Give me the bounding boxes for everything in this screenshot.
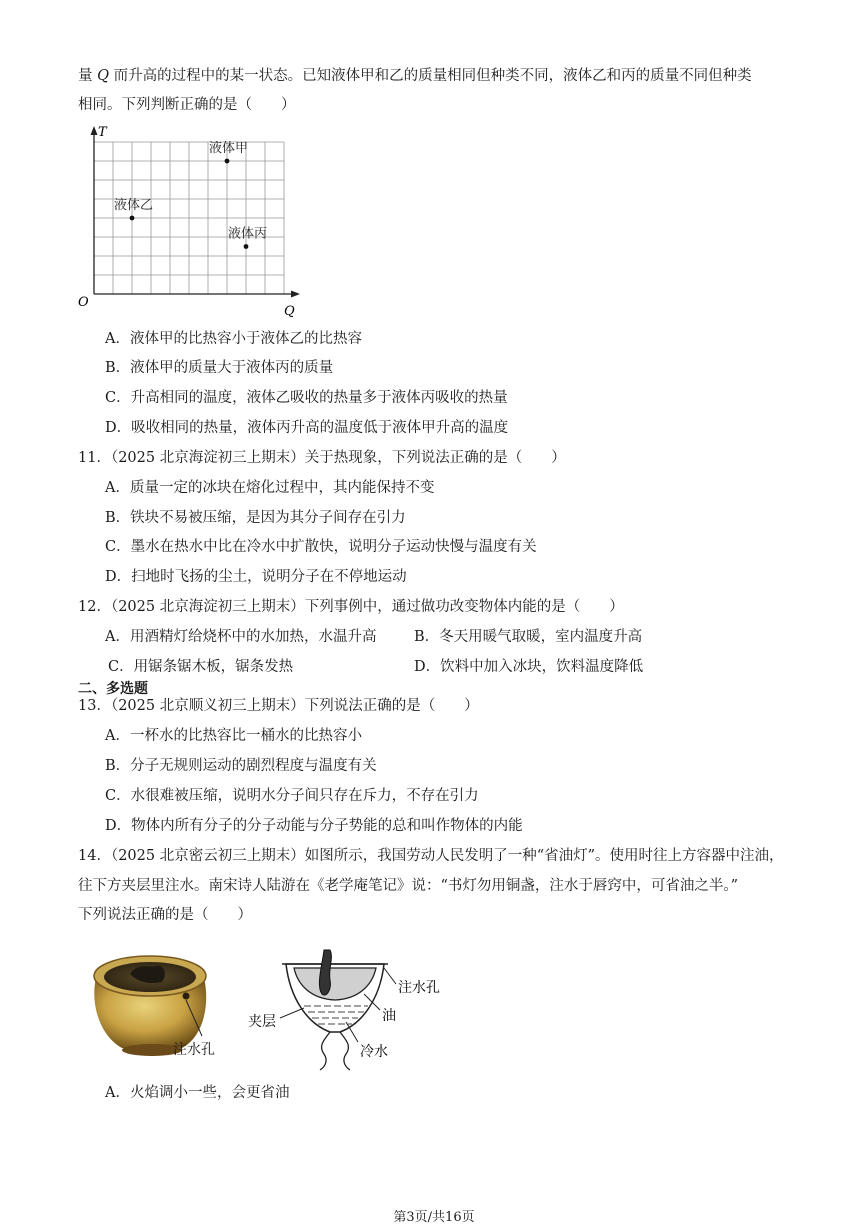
point-marker [130, 216, 135, 221]
q13-option-d: D．物体内所有分子的分子动能与分子势能的总和叫作物体的内能 [105, 818, 523, 834]
q11-option-a: A．质量一定的冰块在熔化过程中，其内能保持不变 [105, 480, 435, 496]
point-label: 液体丙 [228, 226, 268, 242]
q13-option-b: B．分子无规则运动的剧烈程度与温度有关 [105, 758, 377, 774]
hole-pointer [384, 968, 396, 984]
point-marker [244, 244, 249, 249]
stand-left [320, 1032, 330, 1070]
page-footer: 第3页/共16页 [393, 1210, 475, 1225]
q14-stem-line-2: 往下方夹层里注水。南宋诗人陆游在《老学庵笔记》说：“书灯勿用铜盏，注水于唇窍中，可省油之半。” [78, 878, 739, 894]
q12-option-a: A．用酒精灯给烧杯中的水加热，水温升高 [105, 629, 377, 645]
graph-grid [94, 142, 284, 294]
q12-option-c: C．用锯条锯木板，锯条发热 [108, 659, 294, 675]
stand-right [340, 1032, 350, 1070]
variable-q: Q [97, 68, 109, 84]
wick [319, 950, 331, 995]
origin-label: O [78, 295, 89, 310]
intro-line-1 [78, 66, 752, 86]
section-heading: 二、多选题 [78, 681, 148, 697]
q13-stem: 13．（2025 北京顺义初三上期末）下列说法正确的是（ ） [78, 698, 479, 714]
q10-option-c: C．升高相同的温度，液体乙吸收的热量多于液体丙吸收的热量 [105, 390, 508, 406]
oil-pointer [364, 994, 380, 1010]
layer-pointer [280, 1008, 304, 1018]
graph-points [114, 140, 267, 249]
q11-stem: 11．（2025 北京海淀初三上期末）关于热现象，下列说法正确的是（ ） [78, 450, 566, 466]
t-q-graph [72, 122, 312, 322]
q13-option-c: C．水很难被压缩，说明水分子间只存在斥力，不存在引力 [105, 788, 479, 804]
point-label: 液体甲 [209, 141, 249, 156]
y-axis-arrow [91, 126, 98, 135]
x-axis-label: Q [284, 304, 295, 319]
intro-text: 量 [78, 68, 93, 84]
diagram-layer-label: 夹层 [248, 1014, 276, 1030]
intro-text: 而升高的过程中的某一状态。已知液体甲和乙的质量相同但种类不同，液体乙和丙的质量不同但种类 [113, 68, 752, 84]
x-axis-arrow [291, 291, 300, 298]
q11-option-b: B．铁块不易被压缩，是因为其分子间存在引力 [105, 510, 406, 526]
q12-option-b: B．冬天用暖气取暖，室内温度升高 [414, 629, 643, 645]
q11-option-c: C．墨水在热水中比在冷水中扩散快，说明分子运动快慢与温度有关 [105, 539, 537, 555]
intro-line-2: 相同。下列判断正确的是（ ） [78, 97, 296, 113]
y-axis-label: T [98, 125, 107, 140]
diagram-oil-label: 油 [382, 1008, 396, 1024]
q10-option-d: D．吸收相同的热量，液体丙升高的温度低于液体甲升高的温度 [105, 420, 509, 436]
q10-option-b: B．液体甲的质量大于液体丙的质量 [105, 360, 334, 376]
q12-option-d: D．饮料中加入冰块，饮料温度降低 [414, 659, 644, 675]
q13-option-a: A．一杯水的比热容比一桶水的比热容小 [105, 728, 362, 744]
diagram-water-label: 冷水 [360, 1044, 388, 1060]
photo-hole-label: 注水孔 [173, 1042, 215, 1058]
q12-stem: 12．（2025 北京海淀初三上期末）下列事例中，通过做功改变物体内能的是（ ） [78, 599, 624, 615]
q10-option-a: A．液体甲的比热容小于液体乙的比热容 [105, 331, 362, 347]
q14-stem-line-1: 14．（2025 北京密云初三上期末）如图所示，我国劳动人民发明了一种“省油灯”。使用时往上方容器中注油， [78, 848, 784, 864]
q14-stem-line-3: 下列说法正确的是（ ） [78, 907, 252, 923]
lamp-diagram [246, 944, 456, 1074]
q14-option-a: A．火焰调小一些，会更省油 [105, 1085, 290, 1101]
point-label: 液体乙 [114, 198, 154, 213]
oil-region [294, 968, 376, 1000]
diagram-hole-label: 注水孔 [398, 980, 440, 996]
photo-hole-dot [183, 993, 190, 1000]
q11-option-d: D．扫地时飞扬的尘土，说明分子在不停地运动 [105, 569, 407, 585]
point-marker [225, 159, 230, 164]
